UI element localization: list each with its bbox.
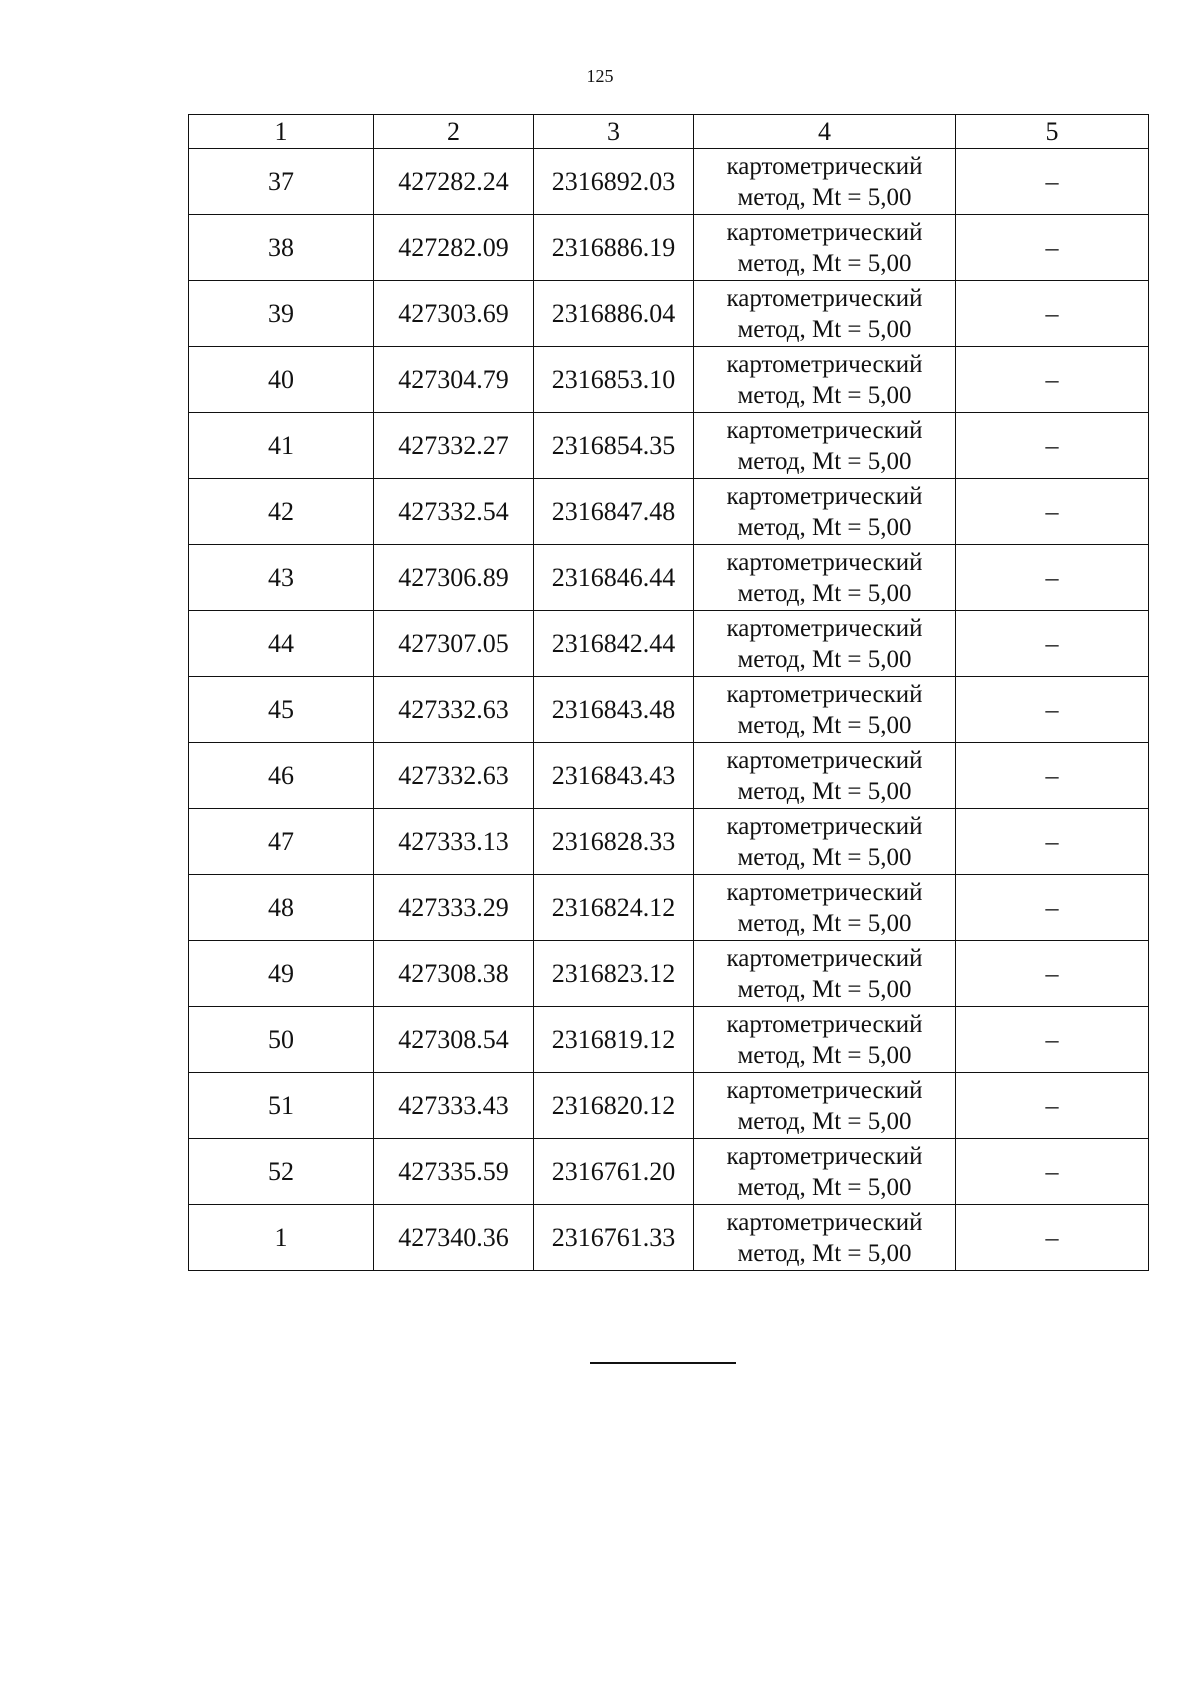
table-row bbox=[189, 215, 1149, 281]
cell-method bbox=[694, 149, 956, 215]
method-line-1: картометрический bbox=[726, 1142, 923, 1170]
cell-x: 427332.54 bbox=[374, 479, 534, 545]
method-line-2: метод, Mt = 5,00 bbox=[737, 579, 912, 607]
cell-x: 427306.89 bbox=[374, 545, 534, 611]
cell-note: – bbox=[956, 809, 1149, 875]
cell-x: 427308.38 bbox=[374, 941, 534, 1007]
cell-y: 2316819.12 bbox=[534, 1007, 694, 1073]
cell-point: 41 bbox=[189, 413, 374, 479]
cell-y: 2316824.12 bbox=[534, 875, 694, 941]
table-row bbox=[189, 1139, 1149, 1205]
cell-method bbox=[694, 413, 956, 479]
cell-x: 427335.59 bbox=[374, 1139, 534, 1205]
method-line-2: метод, Mt = 5,00 bbox=[737, 843, 912, 871]
cell-x: 427332.27 bbox=[374, 413, 534, 479]
cell-point: 40 bbox=[189, 347, 374, 413]
cell-method bbox=[694, 1205, 956, 1271]
method-line-2: метод, Mt = 5,00 bbox=[737, 381, 912, 409]
table-row bbox=[189, 677, 1149, 743]
cell-x: 427304.79 bbox=[374, 347, 534, 413]
method-line-1: картометрический bbox=[726, 944, 923, 972]
cell-x: 427308.54 bbox=[374, 1007, 534, 1073]
cell-y: 2316846.44 bbox=[534, 545, 694, 611]
cell-y: 2316842.44 bbox=[534, 611, 694, 677]
cell-y: 2316853.10 bbox=[534, 347, 694, 413]
cell-x: 427332.63 bbox=[374, 743, 534, 809]
cell-method bbox=[694, 1007, 956, 1073]
cell-note: – bbox=[956, 281, 1149, 347]
table-row bbox=[189, 1073, 1149, 1139]
cell-point: 42 bbox=[189, 479, 374, 545]
cell-method bbox=[694, 215, 956, 281]
table-row bbox=[189, 347, 1149, 413]
method-line-2: метод, Mt = 5,00 bbox=[737, 1107, 912, 1135]
method-line-1: картометрический bbox=[726, 218, 923, 246]
cell-point: 49 bbox=[189, 941, 374, 1007]
table-row bbox=[189, 149, 1149, 215]
method-line-1: картометрический bbox=[726, 284, 923, 312]
cell-point: 39 bbox=[189, 281, 374, 347]
cell-note: – bbox=[956, 1073, 1149, 1139]
header-col-2: 2 bbox=[374, 115, 534, 149]
cell-y: 2316854.35 bbox=[534, 413, 694, 479]
cell-method bbox=[694, 1073, 956, 1139]
cell-note: – bbox=[956, 941, 1149, 1007]
coordinates-table bbox=[188, 114, 1149, 1271]
header-col-4: 4 bbox=[694, 115, 956, 149]
cell-method bbox=[694, 677, 956, 743]
table-row bbox=[189, 1205, 1149, 1271]
cell-point: 44 bbox=[189, 611, 374, 677]
cell-point: 50 bbox=[189, 1007, 374, 1073]
table-row bbox=[189, 743, 1149, 809]
table-row bbox=[189, 413, 1149, 479]
cell-y: 2316843.48 bbox=[534, 677, 694, 743]
method-line-1: картометрический bbox=[726, 1208, 923, 1236]
header-col-3: 3 bbox=[534, 115, 694, 149]
cell-x: 427333.29 bbox=[374, 875, 534, 941]
method-line-2: метод, Mt = 5,00 bbox=[737, 975, 912, 1003]
cell-y: 2316828.33 bbox=[534, 809, 694, 875]
method-line-2: метод, Mt = 5,00 bbox=[737, 447, 912, 475]
table-row bbox=[189, 281, 1149, 347]
cell-note: – bbox=[956, 611, 1149, 677]
cell-point: 38 bbox=[189, 215, 374, 281]
cell-note: – bbox=[956, 545, 1149, 611]
cell-y: 2316823.12 bbox=[534, 941, 694, 1007]
method-line-2: метод, Mt = 5,00 bbox=[737, 777, 912, 805]
cell-method bbox=[694, 479, 956, 545]
header-row bbox=[189, 115, 1149, 149]
table-row bbox=[189, 875, 1149, 941]
cell-y: 2316847.48 bbox=[534, 479, 694, 545]
cell-x: 427282.24 bbox=[374, 149, 534, 215]
table-row bbox=[189, 809, 1149, 875]
cell-note: – bbox=[956, 1205, 1149, 1271]
cell-note: – bbox=[956, 1007, 1149, 1073]
cell-method bbox=[694, 743, 956, 809]
cell-point: 45 bbox=[189, 677, 374, 743]
table-row bbox=[189, 1007, 1149, 1073]
cell-y: 2316843.43 bbox=[534, 743, 694, 809]
method-line-1: картометрический bbox=[726, 482, 923, 510]
cell-note: – bbox=[956, 743, 1149, 809]
table-body bbox=[189, 149, 1149, 1271]
cell-note: – bbox=[956, 413, 1149, 479]
cell-point: 46 bbox=[189, 743, 374, 809]
table-row bbox=[189, 941, 1149, 1007]
cell-y: 2316761.20 bbox=[534, 1139, 694, 1205]
cell-note: – bbox=[956, 479, 1149, 545]
cell-point: 37 bbox=[189, 149, 374, 215]
table-row bbox=[189, 479, 1149, 545]
cell-method bbox=[694, 611, 956, 677]
method-line-2: метод, Mt = 5,00 bbox=[737, 315, 912, 343]
method-line-1: картометрический bbox=[726, 812, 923, 840]
method-line-2: метод, Mt = 5,00 bbox=[737, 1239, 912, 1267]
cell-x: 427332.63 bbox=[374, 677, 534, 743]
method-line-1: картометрический bbox=[726, 614, 923, 642]
method-line-2: метод, Mt = 5,00 bbox=[737, 909, 912, 937]
method-line-2: метод, Mt = 5,00 bbox=[737, 513, 912, 541]
method-line-2: метод, Mt = 5,00 bbox=[737, 711, 912, 739]
cell-x: 427340.36 bbox=[374, 1205, 534, 1271]
header-col-5: 5 bbox=[956, 115, 1149, 149]
cell-y: 2316886.19 bbox=[534, 215, 694, 281]
cell-method bbox=[694, 809, 956, 875]
method-line-1: картометрический bbox=[726, 878, 923, 906]
table-row bbox=[189, 611, 1149, 677]
cell-point: 51 bbox=[189, 1073, 374, 1139]
cell-note: – bbox=[956, 215, 1149, 281]
cell-note: – bbox=[956, 1139, 1149, 1205]
cell-note: – bbox=[956, 149, 1149, 215]
method-line-1: картометрический bbox=[726, 680, 923, 708]
cell-y: 2316761.33 bbox=[534, 1205, 694, 1271]
cell-y: 2316886.04 bbox=[534, 281, 694, 347]
cell-method bbox=[694, 1139, 956, 1205]
cell-point: 1 bbox=[189, 1205, 374, 1271]
method-line-1: картометрический bbox=[726, 548, 923, 576]
cell-point: 43 bbox=[189, 545, 374, 611]
method-line-2: метод, Mt = 5,00 bbox=[737, 645, 912, 673]
end-rule bbox=[590, 1362, 736, 1364]
cell-note: – bbox=[956, 347, 1149, 413]
cell-x: 427307.05 bbox=[374, 611, 534, 677]
table-header bbox=[189, 115, 1149, 149]
method-line-2: метод, Mt = 5,00 bbox=[737, 249, 912, 277]
method-line-1: картометрический bbox=[726, 416, 923, 444]
cell-note: – bbox=[956, 677, 1149, 743]
cell-method bbox=[694, 941, 956, 1007]
header-col-1: 1 bbox=[189, 115, 374, 149]
cell-note: – bbox=[956, 875, 1149, 941]
method-line-2: метод, Mt = 5,00 bbox=[737, 183, 912, 211]
method-line-2: метод, Mt = 5,00 bbox=[737, 1173, 912, 1201]
cell-y: 2316820.12 bbox=[534, 1073, 694, 1139]
method-line-2: метод, Mt = 5,00 bbox=[737, 1041, 912, 1069]
method-line-1: картометрический bbox=[726, 1076, 923, 1104]
table-row bbox=[189, 545, 1149, 611]
method-line-1: картометрический bbox=[726, 746, 923, 774]
cell-x: 427333.13 bbox=[374, 809, 534, 875]
method-line-1: картометрический bbox=[726, 1010, 923, 1038]
cell-y: 2316892.03 bbox=[534, 149, 694, 215]
method-line-1: картометрический bbox=[726, 152, 923, 180]
cell-x: 427333.43 bbox=[374, 1073, 534, 1139]
cell-method bbox=[694, 875, 956, 941]
cell-method bbox=[694, 545, 956, 611]
cell-point: 48 bbox=[189, 875, 374, 941]
cell-x: 427303.69 bbox=[374, 281, 534, 347]
method-line-1: картометрический bbox=[726, 350, 923, 378]
cell-x: 427282.09 bbox=[374, 215, 534, 281]
cell-method bbox=[694, 347, 956, 413]
cell-method bbox=[694, 281, 956, 347]
page-number: 125 bbox=[586, 66, 614, 86]
cell-point: 47 bbox=[189, 809, 374, 875]
cell-point: 52 bbox=[189, 1139, 374, 1205]
